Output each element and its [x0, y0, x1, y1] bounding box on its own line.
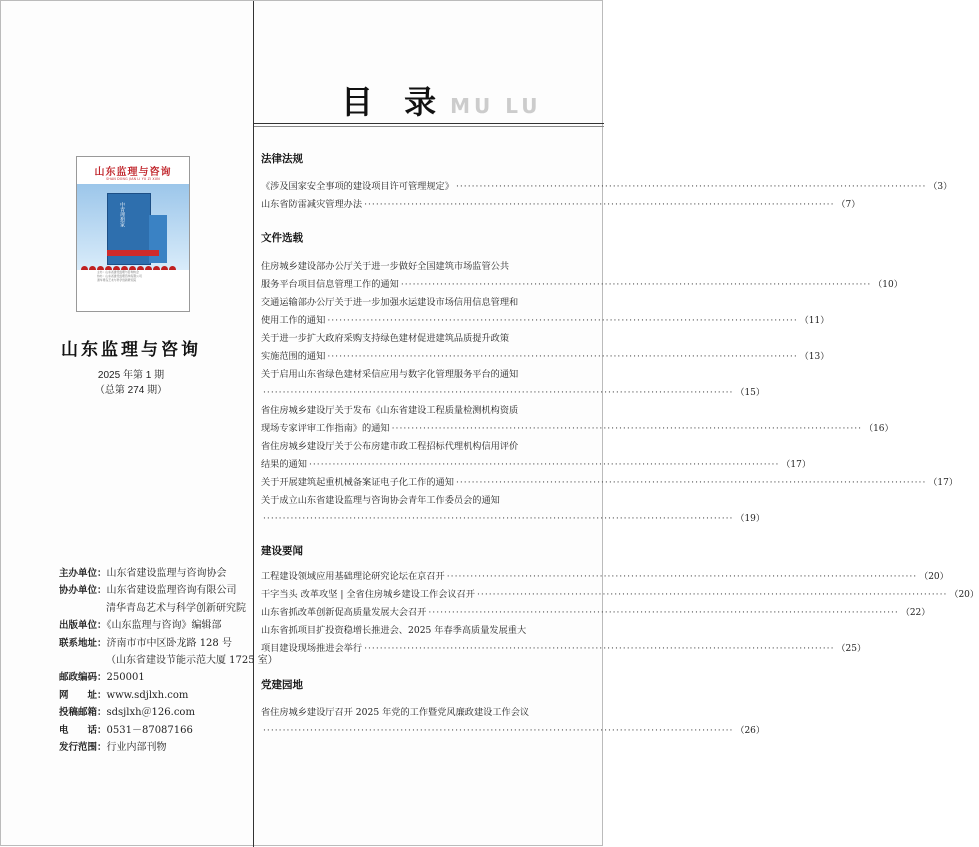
header-rule-thin: [254, 126, 604, 127]
toc-entry-title: 交通运输部办公厅关于进一步加强水运建设市场信用信息管理和: [261, 297, 519, 308]
info-value: 清华青岛艺术与科学创新研究院: [106, 602, 246, 614]
cover-footer: [77, 270, 189, 311]
toc-entry[interactable]: [261, 492, 765, 528]
toc-leader-dots: ························································································································: [455, 181, 927, 192]
toc-leader-dots: ························································································································: [364, 643, 835, 654]
toc-entry-title: 省住房城乡建设厅召开 2025 年党的工作暨党风廉政建设工作会议: [261, 707, 530, 718]
toc-leader-dots: ························································································································: [327, 315, 798, 326]
info-label: 网 址：: [59, 689, 107, 701]
info-value: www.sdjlxh.com: [106, 689, 189, 701]
toc-page-number: （7）: [836, 200, 861, 210]
toc-entry-title: 现场专家评审工作指南》的通知: [261, 423, 390, 434]
cover-subtitle: SHAN DONG JIAN LI YU ZI XUN: [106, 177, 160, 181]
toc-page-number: （19）: [735, 514, 765, 524]
toc-leader-dots: ························································································································: [263, 725, 734, 736]
toc-entry[interactable]: [261, 196, 861, 214]
toc-entry-title: 服务平台项目信息管理工作的通知: [261, 279, 399, 290]
toc-page-number: （22）: [900, 608, 931, 618]
toc-leader-dots: ························································································································: [263, 513, 734, 524]
toc-entry-title: 关于成立山东省建设监理与咨询协会青年工作委员会的通知: [261, 495, 500, 506]
cover-footer-line: 清华青岛艺术与科学创新研究院: [97, 278, 137, 282]
info-value: sdsjlxh＠126.com: [106, 707, 195, 719]
info-row: [59, 722, 254, 739]
toc-entry-title: 山东省抓项目扩投资稳增长推进会、2025 年春季高质量发展重大: [261, 625, 527, 636]
info-row: [59, 687, 254, 704]
toc-page-number: （26）: [735, 726, 765, 736]
toc-entry[interactable]: [261, 438, 811, 474]
contents-header: [341, 77, 542, 123]
info-label: 电 话：: [59, 724, 107, 736]
toc-entry-title: 省住房城乡建设厅关于发布《山东省建设工程质量检测机构资质: [261, 405, 519, 416]
toc-page-number: （3）: [928, 182, 953, 192]
toc-entry-title: 山东省抓改革创新促高质量发展大会召开: [261, 607, 427, 618]
toc-entry[interactable]: [261, 366, 765, 402]
cover-building-text: 中青理想家: [119, 202, 125, 227]
info-row: [59, 635, 254, 652]
toc-entry[interactable]: [261, 474, 958, 492]
toc-entry[interactable]: [261, 568, 949, 586]
toc-leader-dots: ························································································································: [428, 607, 899, 618]
info-row: [59, 582, 254, 599]
header-rule: [254, 123, 604, 124]
contents-title-en: MU LU: [450, 94, 542, 118]
toc-leader-dots: ························································································································: [455, 477, 927, 488]
toc-entry-title: 干字当头 改革攻坚 | 全省住房城乡建设工作会议召开: [261, 589, 475, 600]
issue-info: [61, 368, 201, 398]
contents-title-cn: 目 录: [341, 83, 447, 121]
toc-entry[interactable]: [261, 294, 830, 330]
toc-leader-dots: ························································································································: [263, 387, 734, 398]
toc-page-number: （10）: [873, 280, 903, 290]
toc-entry[interactable]: [261, 622, 866, 658]
toc-section-heading: 建设要闻: [261, 545, 303, 557]
toc-entry-title: 使用工作的通知: [261, 315, 326, 326]
info-row: [59, 739, 254, 756]
toc-page-number: （11）: [799, 316, 830, 326]
info-value: 《山东监理与咨询》编辑部: [106, 620, 222, 632]
cover-footer-line: 主办：山东省建设监理与咨询协会: [97, 270, 139, 274]
toc-section-heading: 法律法规: [261, 153, 303, 165]
info-row: [59, 704, 254, 721]
toc-entry[interactable]: [261, 704, 765, 740]
toc-entry-title: 住房城乡建设部办公厅关于进一步做好全国建筑市场监管公共: [261, 261, 510, 272]
cover-banner: [107, 250, 159, 256]
info-row: [59, 565, 254, 582]
info-row: [59, 617, 254, 634]
info-value: 山东省建设监理咨询有限公司: [106, 585, 237, 597]
toc-entry[interactable]: [261, 178, 953, 196]
publication-info: [59, 565, 278, 756]
magazine-title: 山东监理与咨询: [61, 340, 201, 360]
info-value: 0531－87087166: [106, 724, 193, 736]
toc-entry-title: 项目建设现场推进会举行: [261, 643, 363, 654]
toc-leader-dots: ························································································································: [364, 199, 835, 210]
toc-leader-dots: ························································································································: [308, 459, 780, 470]
info-label: 投稿邮箱：: [59, 707, 107, 719]
toc-entry-title: 省住房城乡建设厅关于公布房建市政工程招标代理机构信用评价: [261, 441, 519, 452]
info-label: 发行范围：: [59, 742, 107, 754]
toc-page-number: （15）: [735, 388, 765, 398]
info-label: 联系地址：: [59, 637, 107, 649]
info-row: [59, 600, 254, 617]
toc-section-heading: 党建园地: [261, 679, 303, 691]
info-value: 250001: [106, 672, 145, 684]
cover-people: [81, 258, 185, 270]
cover-footer-line: 协办：山东省建设监理咨询有限公司: [97, 274, 142, 278]
toc-entry-title: 关于开展建筑起重机械备案证电子化工作的通知: [261, 477, 454, 488]
toc-entry[interactable]: [261, 604, 931, 622]
toc-entry[interactable]: [261, 330, 830, 366]
total-issue-number: （总第 274 期）: [94, 385, 168, 396]
toc-entry[interactable]: [261, 402, 894, 438]
toc-entry-title: 实施范围的通知: [261, 351, 326, 362]
info-value: 行业内部刊物: [106, 742, 167, 754]
toc-entry-title: 关于进一步扩大政府采购支持绿色建材促进建筑品质提升政策: [261, 333, 510, 344]
info-value: （山东省建设节能示范大厦 1725 室）: [106, 655, 278, 667]
info-label: 出版单位：: [59, 620, 107, 632]
toc-leader-dots: ························································································································: [327, 351, 798, 362]
toc-entry-title: 工程建设领域应用基础理论研究论坛在京召开: [261, 571, 445, 582]
toc-section-heading: 文件选载: [261, 232, 303, 244]
toc-leader-dots: ························································································································: [400, 279, 872, 290]
info-row: [59, 669, 254, 686]
issue-number: 2025 年第 1 期: [97, 370, 165, 381]
toc-leader-dots: ························································································································: [446, 571, 918, 582]
toc-page-number: （25）: [836, 644, 866, 654]
toc-page-number: （17）: [928, 478, 958, 488]
toc-entry-title: 结果的通知: [261, 459, 307, 470]
info-value: 山东省建设监理与咨询协会: [106, 568, 227, 579]
toc-page-number: （20）: [949, 590, 979, 600]
info-label: 协办单位：: [59, 585, 107, 597]
toc-entry-title: 《涉及国家安全事项的建设项目许可管理规定》: [261, 181, 454, 192]
cover-title: 山东监理与咨询: [94, 167, 172, 178]
info-value: 济南市市中区卧龙路 128 号: [106, 637, 232, 649]
toc-entry-title: 山东省防雷减灾管理办法: [261, 199, 363, 210]
toc-page-number: （17）: [781, 460, 811, 470]
info-label: 主办单位：: [59, 568, 107, 579]
info-row: [59, 652, 278, 669]
cover-image: [76, 156, 190, 312]
toc-page-number: （16）: [864, 424, 894, 434]
toc-page-number: （20）: [919, 572, 949, 582]
toc-leader-dots: ························································································································: [476, 589, 948, 600]
toc-leader-dots: ························································································································: [391, 423, 863, 434]
info-label: 邮政编码：: [59, 672, 107, 684]
toc-entry[interactable]: [261, 258, 903, 294]
toc-page-number: （13）: [799, 352, 830, 362]
toc-entry[interactable]: [261, 586, 979, 604]
toc-entry-title: 关于启用山东省绿色建材采信应用与数字化管理服务平台的通知: [261, 369, 519, 380]
